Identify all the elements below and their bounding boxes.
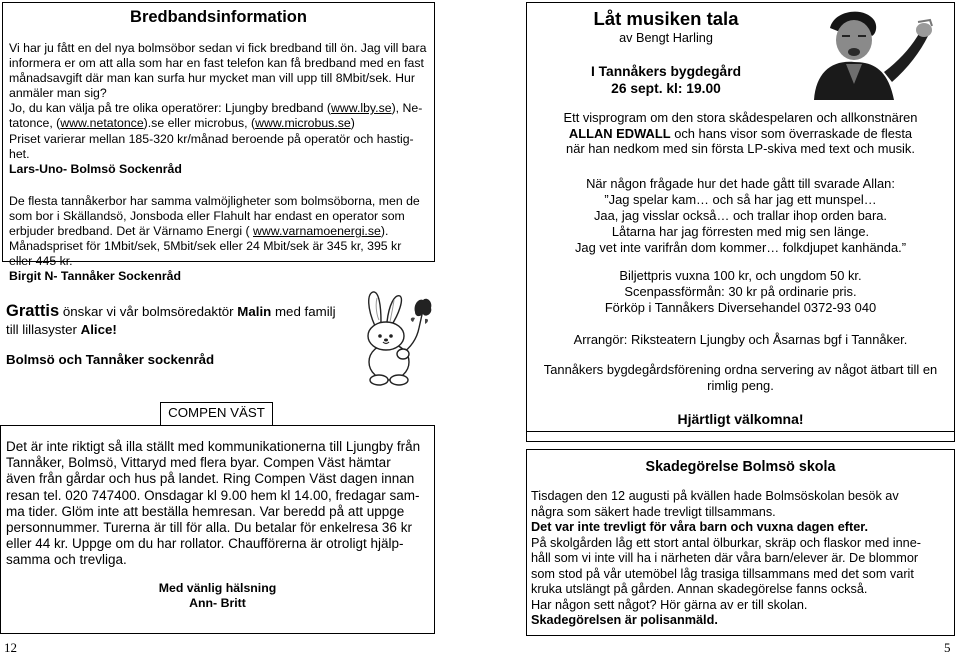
bunny-with-flower-illustration (353, 286, 437, 388)
text-line (9, 224, 428, 239)
link-lby[interactable]: www.lby.se (330, 101, 392, 116)
text-line: Tannåkers bygdegårdsförening ordna servering av något ätbart till en (543, 362, 938, 377)
text-line: månadsavgift där man kan surfa hur mycket man vill upp till 8Mbit/sek. Hur (9, 71, 415, 86)
text-line (9, 116, 428, 131)
name-allan-edwall: ALLAN EDWALL (568, 125, 671, 141)
broadband-title: Bredbandsinformation (130, 8, 307, 26)
divider (526, 431, 955, 432)
broadband-body (9, 41, 428, 284)
text-span: ).se eller microbus, ( (143, 116, 256, 131)
text-line: Priset varierar mellan 185-320 kr/månad beroende på operatör och hastig- (9, 131, 414, 146)
text-line: På skolgården låg ett stort antal ölburkar, skräp och flaskor med inne- (531, 535, 921, 550)
ticket-info (526, 268, 955, 316)
text-line: Det är inte riktigt så illa ställt med kommunikationerna till Ljungby från (6, 439, 421, 454)
compen-title: COMPEN VÄST (168, 405, 265, 420)
concert-description (526, 110, 955, 157)
text-line: resan tel. 020 747400. Onsdagar kl 9.00 hem kl 14.00, fredagar sam- (6, 487, 420, 503)
text-span: och hans visor som överraskade de flesta (670, 125, 913, 141)
text-line: Det var inte trevligt för våra barn och vuxna dagen efter. (531, 520, 869, 534)
signature-birgit: Birgit N- Tannåker Sockenråd (9, 269, 181, 284)
compen-greeting (0, 581, 435, 611)
concert-quote (526, 176, 955, 256)
link-microbus[interactable]: www.microbus.se (255, 116, 351, 131)
greeting-line: Med vänlig hälsning (158, 581, 277, 595)
organizer: Arrangör: Riksteatern Ljungby och Åsarnas bgf i Tannåker. (573, 332, 908, 347)
venue: I Tannåkers bygdegård (590, 64, 742, 79)
quote-line: ”Jag spelar kam… och så har jag ett munspel… (604, 191, 877, 207)
spacer (9, 177, 428, 194)
price-line: Scenpassförmån: 30 kr på ordinarie pris. (624, 283, 857, 299)
text-line: Tannåker, Bolmsö, Vittaryd med flera byar. Compen Väst hämtar (6, 455, 391, 471)
text-span: ), Ne- (391, 101, 423, 116)
text-line: som stod på vår utemöbel låg trasiga tillsammans med det som varit (531, 566, 914, 581)
text-span: ). (380, 224, 389, 239)
singer-photo (800, 6, 940, 100)
text-line: Har någon sett något? Hör gärna av er till skolan. (531, 597, 808, 612)
text-line: De flesta tannåkerbor har samma valmöjligheter som bolmsöborna, men de (9, 193, 420, 208)
concert-title: Låt musiken tala (593, 8, 739, 29)
text-span: Jo, du kan välja på tre olika operatörer: Ljungby bredband ( (9, 101, 331, 116)
quote-line: När någon frågade hur det hade gått till svarade Allan: (586, 176, 895, 191)
concert-venue-date (526, 63, 806, 97)
price-line: Biljettpris vuxna 100 kr, och ungdom 50 kr. (619, 268, 862, 283)
vandalism-title: Skadegörelse Bolmsö skola (645, 459, 836, 475)
text-line: rimlig peng. (707, 377, 774, 393)
name-alice: Alice! (80, 322, 117, 337)
text-line: kruka utslängt på gården. Annan skadegörelse fanns också. (531, 582, 868, 596)
text-line: eller 44 kr. Uppge om du har rollator. Chaufförerna är otroligt hjälp- (6, 536, 404, 552)
welcome-text: Hjärtligt välkomna! (677, 411, 804, 427)
signature-lars-uno: Lars-Uno- Bolmsö Sockenråd (9, 161, 182, 176)
text-line: samma och trevliga. (6, 552, 127, 568)
quote-line: Jaa, jag visslar också… och trallar ihop orden bara. (593, 207, 888, 223)
grattis-line-1 (6, 302, 336, 321)
text-line: anmäler man sig? (9, 86, 107, 101)
text-span: med familj (271, 304, 336, 319)
broadband-info-box (2, 2, 435, 284)
text-line: personnummer. Turerna är till för alla. Du betalar för enkelresa 36 kr (6, 520, 412, 536)
text-line: Ett visprogram om den stora skådespelaren och allkonstnären (563, 110, 918, 125)
text-line: Skadegörelsen är polisanmäld. (531, 613, 718, 627)
text-span: till lillasyster (6, 322, 81, 337)
concert-byline: av Bengt Harling (619, 31, 713, 45)
date: 26 sept. kl: 19.00 (611, 81, 721, 96)
text-span: ) (350, 116, 355, 131)
text-line (9, 101, 428, 116)
grattis-text (6, 302, 336, 339)
text-line: het. (9, 146, 30, 161)
text-line: håll som vi inte vill ha i närheten där våra barn/elever är. De blommor (531, 551, 919, 565)
text-line: Månadspriset för 1Mbit/sek, 5Mbit/sek eller 24 Mbit/sek är 345 kr, 395 kr (9, 239, 402, 254)
text-span: erbjuder bredband. Det är Värnamo Energi ( (9, 224, 254, 239)
compen-body (6, 439, 420, 569)
text-span: tatonce, ( (9, 116, 61, 131)
greeting-line: Ann- Britt (189, 596, 246, 610)
text-line: när han nedkom med sin första LP-skiva med text och musik. (566, 141, 915, 157)
quote-line: Låtarna har jag förresten med mig sen länge. (611, 223, 870, 239)
vandalism-box (526, 449, 955, 636)
link-netatonce[interactable]: www.netatonce (60, 116, 144, 131)
text-line: eller 445 kr. (9, 254, 73, 269)
page-number-left: 12 (4, 640, 17, 655)
link-varnamoenergi[interactable]: www.varnamoenergi.se (253, 224, 381, 239)
vandalism-body (531, 489, 950, 629)
text-line: Vi har ju fått en del nya bolmsöbor sedan vi fick bredband till ön. Jag vill bara (9, 41, 427, 55)
grattis-word: Grattis (6, 302, 60, 320)
text-line: som bor i Skällandsö, Jonsboda eller Flahult har endast en operator som (9, 208, 405, 223)
text-span: önskar vi vår bolmsöredaktör (59, 304, 238, 319)
name-malin: Malin (237, 304, 272, 319)
text-line: Tisdagen den 12 augusti på kvällen hade Bolmsöskolan besök av (531, 489, 899, 503)
grattis-signature: Bolmsö och Tannåker sockenråd (6, 352, 215, 367)
text-line: informera er om att alla som har en fast telefon kan få bredband med en fast (9, 56, 424, 71)
grattis-line-2 (6, 321, 336, 339)
text-line (526, 126, 955, 142)
page-number-right: 5 (944, 640, 951, 655)
text-line: några som säkert hade trevligt tillsammans. (531, 504, 776, 519)
quote-line: Jag vet inte varifrån dom kommer… folkdjupet kanhända.” (574, 239, 907, 255)
text-line: ma tider. Glöm inte att beställa hemresan. Var beredd på att uppge (6, 503, 405, 519)
catering-info (526, 362, 955, 394)
presale-line: Förköp i Tannåkers Diversehandel 0372-93 040 (604, 299, 877, 315)
text-line: även från gårdar och hus på landet. Ring Compen Väst dagen innan (6, 471, 415, 487)
